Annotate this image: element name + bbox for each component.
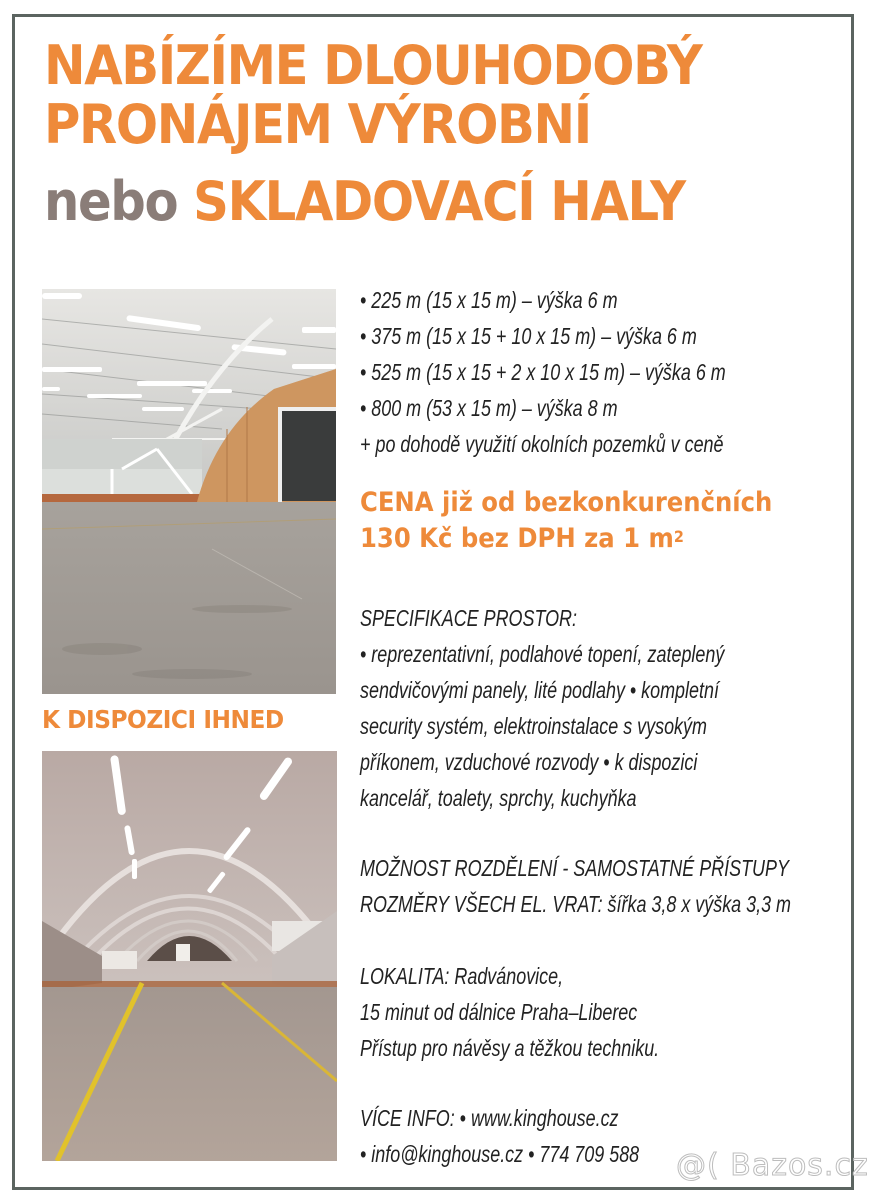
size-item-extra: + po dohodě využití okolních pozemků v ceně — [360, 431, 724, 457]
headline-nebo: nebo — [44, 170, 178, 233]
contact-line-1 — [360, 1100, 639, 1136]
price-value: 130 Kč bez DPH za 1 m — [360, 523, 674, 554]
sizes-list — [360, 282, 726, 462]
specification-block — [360, 600, 724, 816]
website-link[interactable]: www.kinghouse.cz — [470, 1105, 619, 1131]
warehouse-photo-2 — [42, 751, 337, 1161]
bullet: • — [360, 1141, 372, 1167]
size-item: • 225 m (15 x 15 m) – výška 6 m — [360, 287, 618, 313]
specification-line: kancelář, toalety, sprchy, kuchyňka — [360, 785, 637, 811]
division-line-2: ROZMĚRY VŠECH EL. VRAT: šířka 3,8 x výška 3,3 m — [360, 891, 791, 917]
specification-line: sendvičovými panely, lité podlahy • kompletní — [360, 677, 719, 703]
size-item: • 800 m (53 x 15 m) – výška 8 m — [360, 395, 618, 421]
location-block — [360, 958, 659, 1066]
division-block — [360, 850, 791, 922]
location-line-3: Přístup pro návěsy a těžkou techniku. — [360, 1035, 660, 1061]
bullet: • — [523, 1141, 540, 1167]
contact-line-2 — [360, 1136, 639, 1172]
specification-title: SPECIFIKACE PROSTOR: — [360, 605, 577, 631]
location-line-2: 15 minut od dálnice Praha–Liberec — [360, 999, 638, 1025]
price-block — [360, 485, 772, 557]
size-item: • 525 m (15 x 15 + 2 x 10 x 15 m) – výška 6 m — [360, 359, 726, 385]
bazos-watermark: @( Bazos.cz — [676, 1148, 869, 1183]
email-link[interactable]: info@kinghouse.cz — [371, 1141, 524, 1167]
location-line-1: LOKALITA: Radvánovice, — [360, 963, 564, 989]
headline-line-3 — [44, 172, 685, 232]
price-line-1: CENA již od bezkonkurenčních — [360, 487, 773, 518]
headline-line-2: PRONÁJEM VÝROBNÍ — [44, 93, 591, 156]
specification-line: security systém, elektroinstalace s vysokým — [360, 713, 707, 739]
headline-skladovaci-haly: SKLADOVACÍ HALY — [193, 170, 685, 233]
specification-line: příkonem, vzduchové rozvody • k dispozici — [360, 749, 698, 775]
price-line-2 — [360, 521, 772, 557]
size-item: • 375 m (15 x 15 + 10 x 15 m) – výška 6 m — [360, 323, 697, 349]
specification-line: • reprezentativní, podlahové topení, zateplený — [360, 641, 725, 667]
phone-number[interactable]: 774 709 588 — [539, 1141, 640, 1167]
price-superscript: 2 — [673, 527, 684, 546]
contact-block — [360, 1100, 639, 1172]
headline-line-1: NABÍZÍME DLOUHODOBÝ — [44, 34, 702, 97]
availability-label: K DISPOZICI IHNED — [42, 705, 284, 734]
contact-label: VÍCE INFO: • — [360, 1105, 471, 1131]
warehouse-photo-1 — [42, 289, 336, 694]
division-line-1: MOŽNOST ROZDĚLENÍ - SAMOSTATNÉ PŘÍSTUPY — [360, 855, 789, 881]
